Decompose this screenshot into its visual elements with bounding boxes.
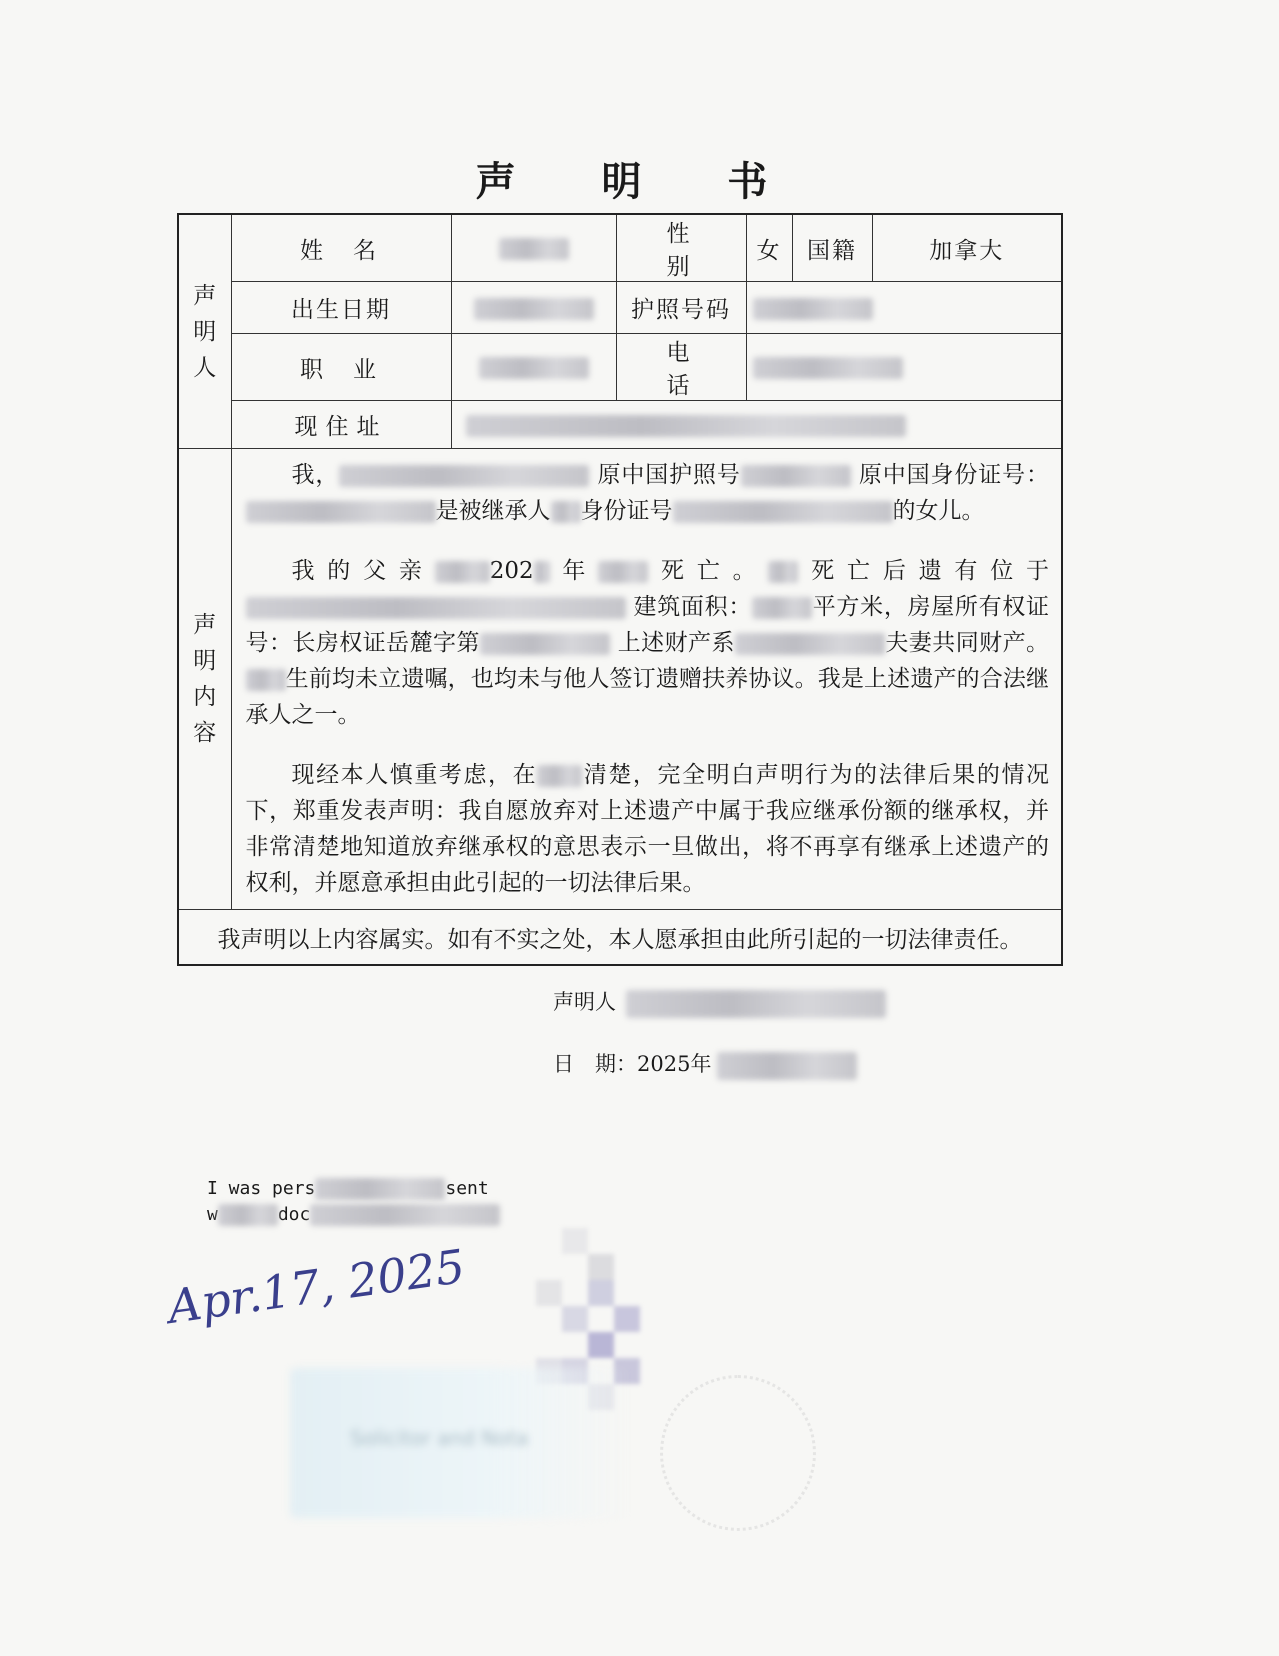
date-label: 日 期： — [553, 1052, 637, 1076]
gender-value: 女 — [746, 214, 792, 282]
occupation-value — [451, 334, 616, 401]
date-value: 2025年 — [637, 1052, 712, 1076]
embossed-seal — [660, 1375, 816, 1531]
declaration-footer: 我声明以上内容属实。如有不实之处，本人愿承担由此所引起的一切法律责任。 — [178, 910, 1062, 966]
declaration-table — [177, 213, 1063, 966]
passport-value — [746, 282, 1062, 334]
address-label: 现住址 — [231, 401, 451, 449]
declaration-content — [231, 449, 1062, 910]
birth-label: 出生日期 — [231, 282, 451, 334]
nationality-label: 国籍 — [792, 214, 872, 282]
signature-label: 声明人 — [553, 990, 616, 1014]
handwritten-date: Apr.17, 2025 — [164, 1238, 469, 1334]
notary-certificate: I was pers sent w doc — [207, 1176, 500, 1228]
date-line — [553, 1048, 857, 1080]
birth-value — [451, 282, 616, 334]
address-value — [451, 401, 1062, 449]
phone-value — [746, 334, 1062, 401]
name-value — [451, 214, 616, 282]
notary-stamp: Solicitor and Nota — [290, 1368, 630, 1518]
paragraph-2: 我的父亲 202 年 死亡。 死亡后遗有位于 建筑面积： 平方米，房屋所有权证号：长房权证岳麓字第 上述财产系 夫妻共同财产。生前均未立遗嘱，也均未与他人签订遗赠扶养协议。我是上述遗产的合法继承人之一。 — [245, 558, 1050, 728]
gender-label: 性别 — [616, 214, 746, 282]
name-label: 姓名 — [231, 214, 451, 282]
notary-line-2: doc — [277, 1204, 311, 1225]
phone-label: 电话 — [616, 334, 746, 401]
paragraph-3: 现经本人慎重考虑，在 清楚，完全明白声明行为的法律后果的情况下，郑重发表声明：我自愿放弃对上述遗产中属于我应继承份额的继承权，并非常清楚地知道放弃继承权的意思表示一旦做出，将不再享有继承上述遗产的权利，并愿意承担由此引起的一切法律后果。 — [245, 762, 1050, 896]
occupation-label: 职业 — [231, 334, 451, 401]
notary-line-1: I was pers — [207, 1178, 316, 1199]
paragraph-1: 我， 原中国护照号 原中国身份证号：是被继承人 身份证号 的女儿。 — [246, 457, 1050, 529]
content-label: 声 明 内 容 — [178, 449, 231, 910]
passport-label: 护照号码 — [616, 282, 746, 334]
signature-line — [553, 986, 886, 1018]
declarant-label: 声 明 人 — [178, 214, 231, 449]
document-title: 声 明 书 — [475, 158, 804, 205]
nationality-value: 加拿大 — [872, 214, 1062, 282]
